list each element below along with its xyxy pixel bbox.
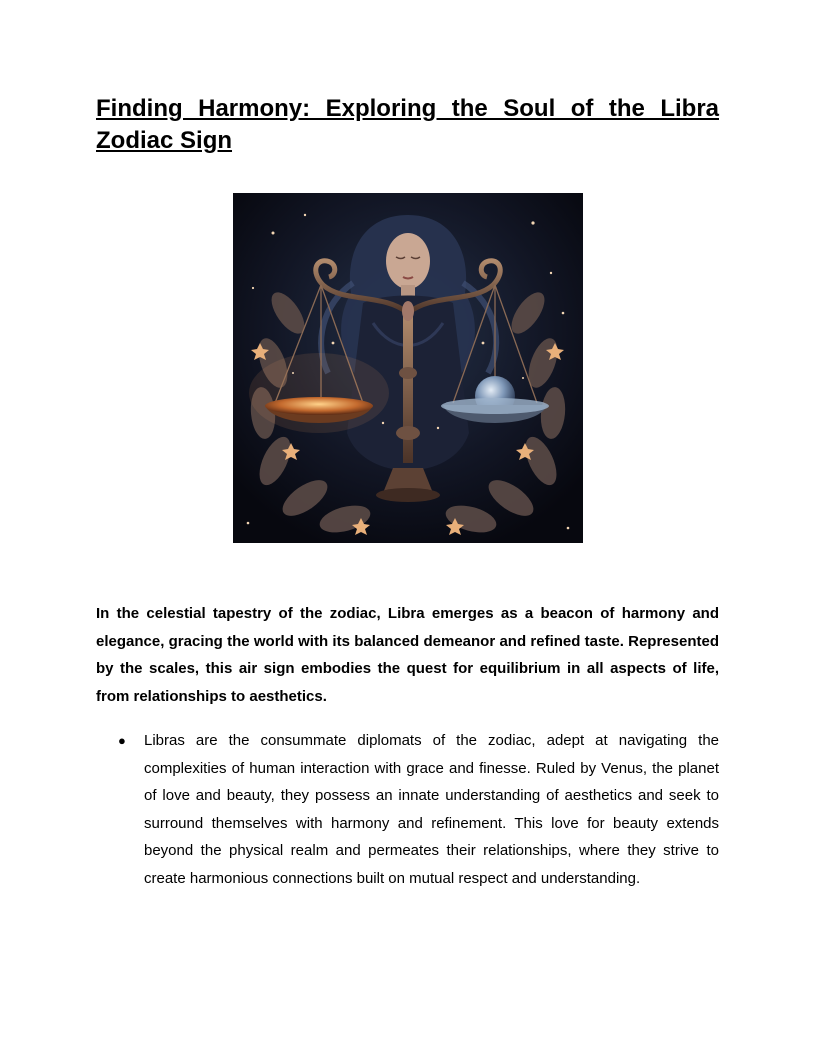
intro-paragraph: In the celestial tapestry of the zodiac, Libra emerges as a beacon of harmony and elegance, gracing the world with its balanced demeanor and refined taste. Represented by the scales, this air sign embodies the quest for equilibrium in all aspects of life, from relationships to aesthetics.: [96, 605, 719, 705]
libra-illustration: [233, 193, 583, 543]
list-item: [96, 727, 719, 892]
bullet-list: [96, 727, 719, 892]
bullet-marker: ●: [118, 733, 126, 748]
libra-scales-icon: [233, 193, 583, 543]
bullet-text: Libras are the consummate diplomats of the zodiac, adept at navigating the complexities of human interaction with grace and finesse. Ruled by Venus, the planet of love and beauty, they possess an innate understanding of aesthetics and seek to surround themselves with harmony and refinement. This love for beauty extends beyond the physical realm and permeates their relationships, where they strive to create harmonious connections built on mutual respect and understanding.: [144, 732, 719, 887]
page-title: Finding Harmony: Exploring the Soul of the Libra Zodiac Sign: [96, 95, 719, 154]
